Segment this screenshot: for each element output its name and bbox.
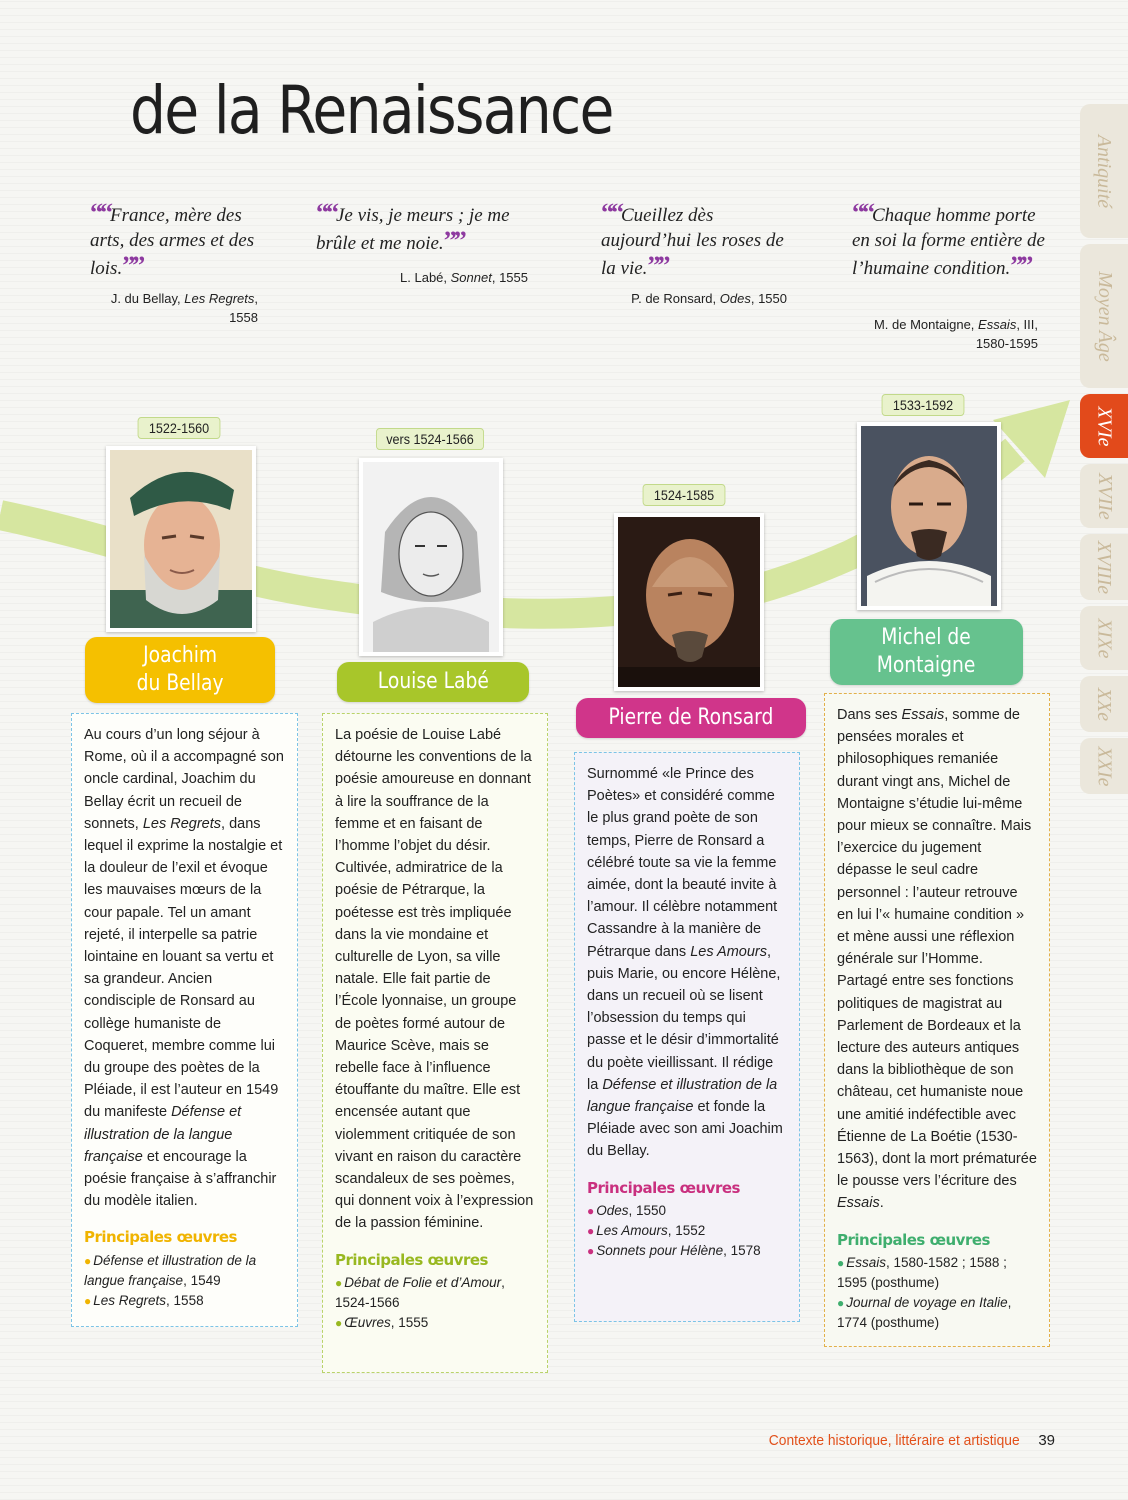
works-title: Principales œuvres xyxy=(84,1228,237,1247)
quote-text: France, mère des arts, des armes et des lois. xyxy=(90,205,255,279)
bio-text: Au cours d’un long séjour à Rome, où il a accompagné son oncle cardinal, Joachim du Bellay écrit un recueil de sonnets, Les Regrets, dans lequel il exprime la nostalgie et la douleur de l’exil et évoque les mauvaises mœurs de la cour papale. Tel un amant rejeté, il interpelle sa patrie lointaine en louant sa vertu et sa grandeur. Ancien condisciple de Ronsard au collège humaniste de Coqueret, membre comme lui du groupe des poètes de la Pléiade, il est l’auteur en 1549 du manifeste Défense et illustration de la langue française et encourage la poésie française à s’affranchir du modèle italien. xyxy=(84,727,284,1210)
name-box-labe xyxy=(337,662,529,702)
page-title: de la Renaissance xyxy=(130,72,613,149)
dates-montaigne: 1533-1592 xyxy=(882,394,965,416)
author-name-line: Montaigne xyxy=(877,653,976,678)
author-name-line: Michel de xyxy=(881,625,972,650)
works-item: ● Défense et illustration de la langue française, 1549 xyxy=(84,1252,257,1288)
name-box-bellay xyxy=(85,637,275,703)
open-quote-mark: ““ xyxy=(852,198,872,227)
tab-xviie[interactable]: XVIIe xyxy=(1080,464,1128,528)
works-list xyxy=(335,1273,535,1333)
open-quote-mark: ““ xyxy=(90,198,110,227)
open-quote-mark: ““ xyxy=(601,198,621,227)
works-title: Principales œuvres xyxy=(837,1230,990,1249)
works-item: ● Sonnets pour Hélène, 1578 xyxy=(587,1242,761,1258)
page-number: 39 xyxy=(1038,1432,1055,1449)
tab-xvie[interactable]: XVIe xyxy=(1080,394,1128,458)
author-name: Louise Labé xyxy=(377,669,489,694)
quote-text: Cueillez dès aujourd’hui les roses de la vie. xyxy=(601,205,784,279)
works-title: Principales œuvres xyxy=(335,1250,488,1269)
bio-box-bellay xyxy=(71,713,298,1327)
quote-montaigne xyxy=(852,200,1052,281)
quote-citation-ronsard: P. de Ronsard, Odes, 1550 xyxy=(631,291,787,306)
dates-labe: vers 1524-1566 xyxy=(376,428,484,450)
quote-labe xyxy=(316,200,541,256)
author-name: Pierre de Ronsard xyxy=(608,705,774,730)
portrait-bellay xyxy=(106,446,256,632)
portrait-labe xyxy=(359,458,503,656)
name-box-montaigne xyxy=(830,619,1023,685)
works-item: ● Journal de voyage en Italie, 1774 (posthume) xyxy=(837,1294,1012,1330)
works-item: ● Les Amours, 1552 xyxy=(587,1222,706,1238)
dates-bellay: 1522-1560 xyxy=(138,417,221,439)
close-quote-mark: ”” xyxy=(1010,251,1031,280)
portrait-montaigne xyxy=(857,422,1001,610)
quote-citation-montaigne: M. de Montaigne, Essais, III, 1580-1595 xyxy=(873,317,1038,351)
works-title: Principales œuvres xyxy=(587,1178,740,1197)
quote-ronsard xyxy=(601,200,791,281)
bio-box-labe xyxy=(322,713,548,1373)
close-quote-mark: ”” xyxy=(443,226,464,255)
quote-text: Je vis, je meurs ; je me brûle et me noie. xyxy=(316,205,510,254)
works-item: ● Odes, 1550 xyxy=(587,1202,667,1218)
quote-citation-labe: L. Labé, Sonnet, 1555 xyxy=(400,270,528,285)
quote-citation-bellay: J. du Bellay, Les Regrets, 1558 xyxy=(110,291,258,325)
tab-xxe[interactable]: XXe xyxy=(1080,676,1128,732)
tab-xixe[interactable]: XIXe xyxy=(1080,606,1128,670)
bio-box-montaigne xyxy=(824,693,1050,1347)
portrait-ronsard xyxy=(614,513,764,691)
footer-section-title: Contexte historique, littéraire et artistique xyxy=(769,1432,1020,1449)
bio-text: La poésie de Louise Labé détourne les conventions de la poésie amoureuse en donnant à lire la souffrance de la femme et en faisant de l’homme l’objet du désir. Cultivée, admiratrice de la poésie de Pétrarque, la poétesse est très impliquée dans la vie mondaine et culturelle de Lyon, sa ville natale. Elle fait partie de l’École lyonnaise, un groupe de poètes formé autour de Maurice Scève, mais se rebelle face à l’influence étouffante du maître. Elle est encensée autant que violemment critiquée de son vivant en raison du caractère scandaleux de ses poèmes, qui donnent voix à l’expression de la passion féminine. xyxy=(335,727,534,1232)
bio-text: Surnommé «le Prince des Poètes» et considéré comme le plus grand poète de son temps, Pierre de Ronsard a célébré toute sa vie la femme aimée, dont la beauté invite à l’amour. Il célèbre notamment Cassandre à la manière de Pétrarque dans Les Amours, puis Marie, ou encore Hélène, dans un recueil où se lisent l’obsession du temps qui passe et le désir d’immortalité du poète vieillissant. Il rédige la Défense et illustration de la langue française et fonde la Pléiade avec son ami Joachim du Bellay. xyxy=(587,766,783,1160)
name-box-ronsard xyxy=(576,698,806,738)
quote-text: Chaque homme porte en soi la forme entière de l’humaine condition. xyxy=(852,205,1045,279)
close-quote-mark: ”” xyxy=(647,251,668,280)
tab-moyen-age[interactable]: Moyen Âge xyxy=(1080,244,1128,388)
works-item: ● Essais, 1580-1582 ; 1588 ; 1595 (posthume) xyxy=(837,1254,1007,1290)
tab-xxie[interactable]: XXIe xyxy=(1080,738,1128,794)
bio-box-ronsard xyxy=(574,752,800,1322)
works-item: ● Œuvres, 1555 xyxy=(335,1314,429,1330)
tab-antiquite[interactable]: Antiquité xyxy=(1080,104,1128,238)
works-list xyxy=(84,1251,285,1311)
bio-text: Dans ses Essais, somme de pensées morales et philosophiques remaniée durant vingt ans, Michel de Montaigne s’étudie lui-même pour mieux se connaître. Mais l’exercice du jugement dépasse le seul cadre personnel : l’auteur retrouve en lui l’« humaine condition » et mène aussi une réflexion générale sur l’Homme. Partagé entre ses fonctions politiques de magistrat au Parlement de Bordeaux et la lecture des auteurs antiques dans la bibliothèque de son château, cet humaniste noue une amitié indéfectible avec Étienne de La Boétie (1530-1563), dont la mort prématurée le pousse vers l’écriture des Essais. xyxy=(837,707,1037,1212)
author-name-line: Joachim xyxy=(143,643,217,668)
quote-bellay xyxy=(90,200,280,281)
tab-xviiie[interactable]: XVIIIe xyxy=(1080,534,1128,600)
works-item: ● Débat de Folie et d’Amour, 1524-1566 xyxy=(335,1274,505,1310)
author-name-line: du Bellay xyxy=(136,671,224,696)
close-quote-mark: ”” xyxy=(122,251,143,280)
works-list xyxy=(837,1253,1037,1333)
dates-ronsard: 1524-1585 xyxy=(643,484,726,506)
works-item: ● Les Regrets, 1558 xyxy=(84,1292,204,1308)
open-quote-mark: ““ xyxy=(316,198,336,227)
works-list xyxy=(587,1201,787,1261)
